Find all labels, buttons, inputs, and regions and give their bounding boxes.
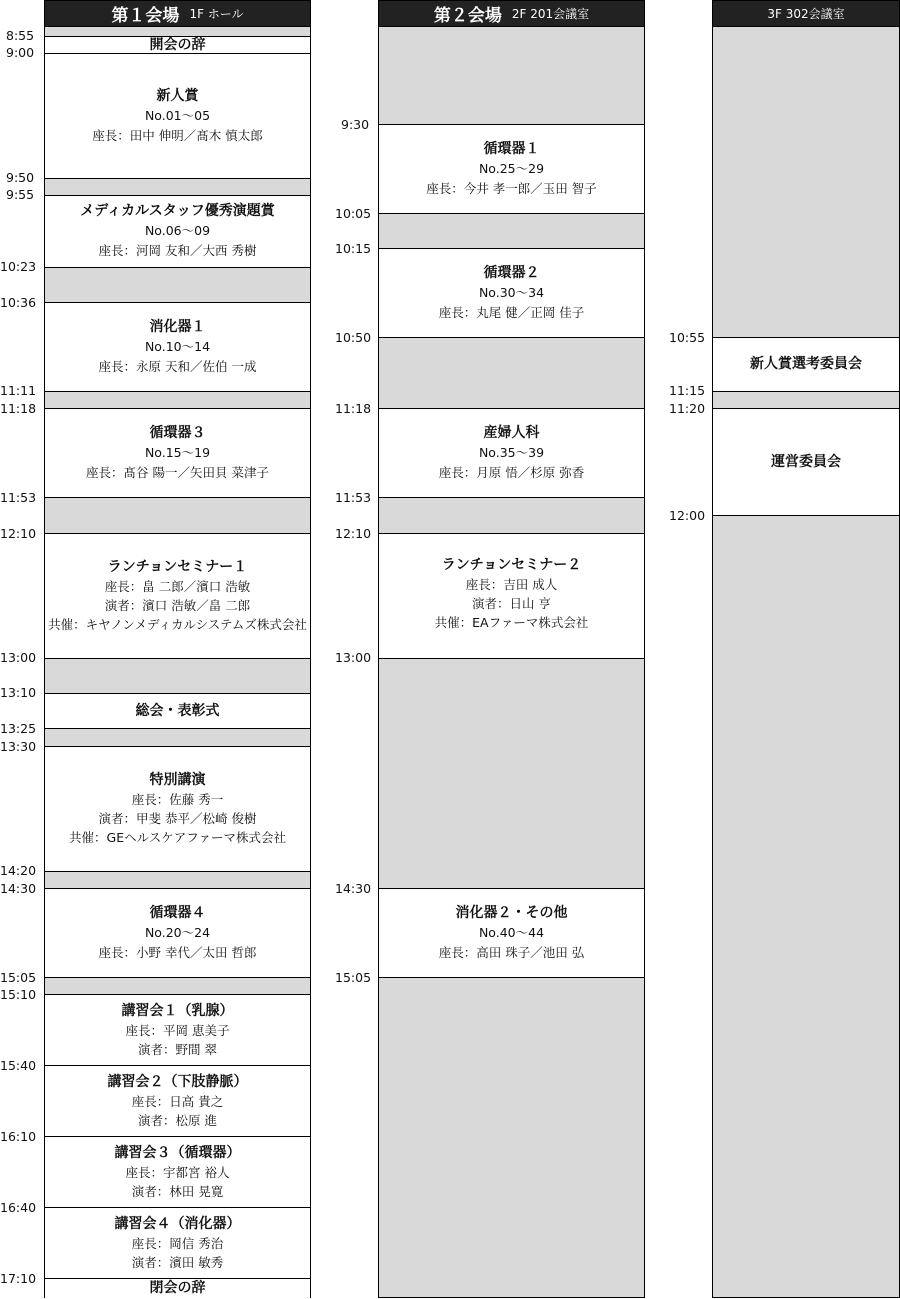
session-obstetrics: 産婦人科 No.35～39 座長：月原 悟／杉原 弥香 [379, 408, 644, 498]
time-label: 11:18 [0, 401, 37, 416]
room2-name: 第２会場 [433, 6, 502, 26]
session-lecture-1: 講習会１（乳腺） 座長：平岡 恵美子 演者：野間 翠 [45, 994, 310, 1066]
session-opening: 開会の辞 [45, 36, 310, 54]
session-special-lecture: 特別講演 座長：佐藤 秀一 演者：甲斐 恭平／松崎 俊樹 共催：GEヘルスケアファーマ株式会社 [45, 746, 310, 872]
session-circulatory-2: 循環器２ No.30～34 座長：丸尾 健／正岡 佳子 [379, 248, 644, 338]
time-label: 9:55 [6, 187, 35, 202]
room2-header [378, 0, 645, 27]
room3-location: 3F 302会議室 [767, 7, 845, 21]
room1-column [44, 27, 311, 1298]
time-label: 13:10 [0, 685, 37, 700]
session-lecture-4: 講習会４（消化器） 座長：岡信 秀治 演者：濱田 敏秀 [45, 1207, 310, 1279]
time-label: 15:40 [0, 1058, 37, 1073]
time-label: 11:18 [335, 401, 372, 416]
session-medical-staff-award: メディカルスタッフ優秀演題賞 No.06～09 座長：河岡 友和／大西 秀樹 [45, 195, 310, 268]
time-label: 12:10 [335, 526, 372, 541]
time-label: 12:00 [669, 508, 706, 523]
time-label: 13:30 [0, 739, 37, 754]
time-label: 15:05 [335, 970, 372, 985]
time-label: 11:15 [669, 383, 706, 398]
session-circulatory-1: 循環器１ No.25～29 座長：今井 孝一郎／玉田 智子 [379, 124, 644, 214]
time-label: 12:10 [0, 526, 37, 541]
room1-location: 1F ホール [189, 7, 244, 21]
time-label: 13:00 [0, 650, 37, 665]
time-label: 14:20 [0, 863, 37, 878]
time-label: 14:30 [0, 881, 37, 896]
room3-header [712, 0, 900, 27]
time-label: 10:55 [669, 330, 706, 345]
room1-name: 第１会場 [111, 6, 180, 26]
time-label: 16:10 [0, 1129, 37, 1144]
time-label: 10:36 [0, 295, 37, 310]
time-label: 10:05 [335, 206, 372, 221]
session-steering-committee: 運営委員会 [713, 408, 899, 516]
session-newcomer-award: 新人賞 No.01～05 座長：田中 伸明／髙木 慎太郎 [45, 53, 310, 179]
session-lecture-3: 講習会３（循環器） 座長：宇都宮 裕人 演者：林田 晃寛 [45, 1136, 310, 1208]
time-label: 9:50 [6, 170, 35, 185]
time-label: 13:25 [0, 721, 37, 736]
session-luncheon-seminar-2: ランチョンセミナー２ 座長：吉田 成人 演者：日山 亨 共催：EAファーマ株式会社 [379, 533, 644, 659]
time-label: 13:00 [335, 650, 372, 665]
time-label: 17:10 [0, 1271, 37, 1286]
time-label: 16:40 [0, 1200, 37, 1215]
time-label: 11:11 [0, 383, 37, 398]
session-luncheon-seminar-1: ランチョンセミナー１ 座長：畠 二郎／濱口 浩敏 演者：濱口 浩敏／畠 二郎 共催：キヤノンメディカルシステムズ株式会社 [45, 533, 310, 659]
time-label: 10:50 [335, 330, 372, 345]
time-label: 10:15 [335, 241, 372, 256]
room1-header [44, 0, 311, 27]
session-circulatory-4: 循環器４ No.20～24 座長：小野 幸代／太田 哲郎 [45, 888, 310, 978]
session-circulatory-3: 循環器３ No.15～19 座長：髙谷 陽一／矢田貝 菜津子 [45, 408, 310, 498]
session-closing: 閉会の辞 [45, 1278, 310, 1298]
time-label: 11:53 [0, 490, 37, 505]
room3-column [712, 27, 900, 1298]
time-label: 11:53 [335, 490, 372, 505]
time-label: 8:55 [6, 28, 35, 43]
session-newcomer-selection-committee: 新人賞選考委員会 [713, 337, 899, 392]
session-general-meeting: 総会・表彰式 [45, 693, 310, 729]
time-label: 10:23 [0, 259, 37, 274]
time-label: 14:30 [335, 881, 372, 896]
room2-column [378, 27, 645, 1298]
time-label: 9:30 [341, 117, 370, 132]
room2-location: 2F 201会議室 [511, 7, 590, 21]
session-lecture-2: 講習会２（下肢静脈） 座長：日高 貴之 演者：松原 進 [45, 1065, 310, 1137]
time-label: 9:00 [6, 45, 35, 60]
time-label: 15:05 [0, 970, 37, 985]
time-label: 11:20 [669, 401, 706, 416]
session-digestive-2: 消化器２・その他 No.40～44 座長：高田 珠子／池田 弘 [379, 888, 644, 978]
time-label: 15:10 [0, 987, 37, 1002]
session-digestive-1: 消化器１ No.10～14 座長：永原 天和／佐伯 一成 [45, 302, 310, 392]
